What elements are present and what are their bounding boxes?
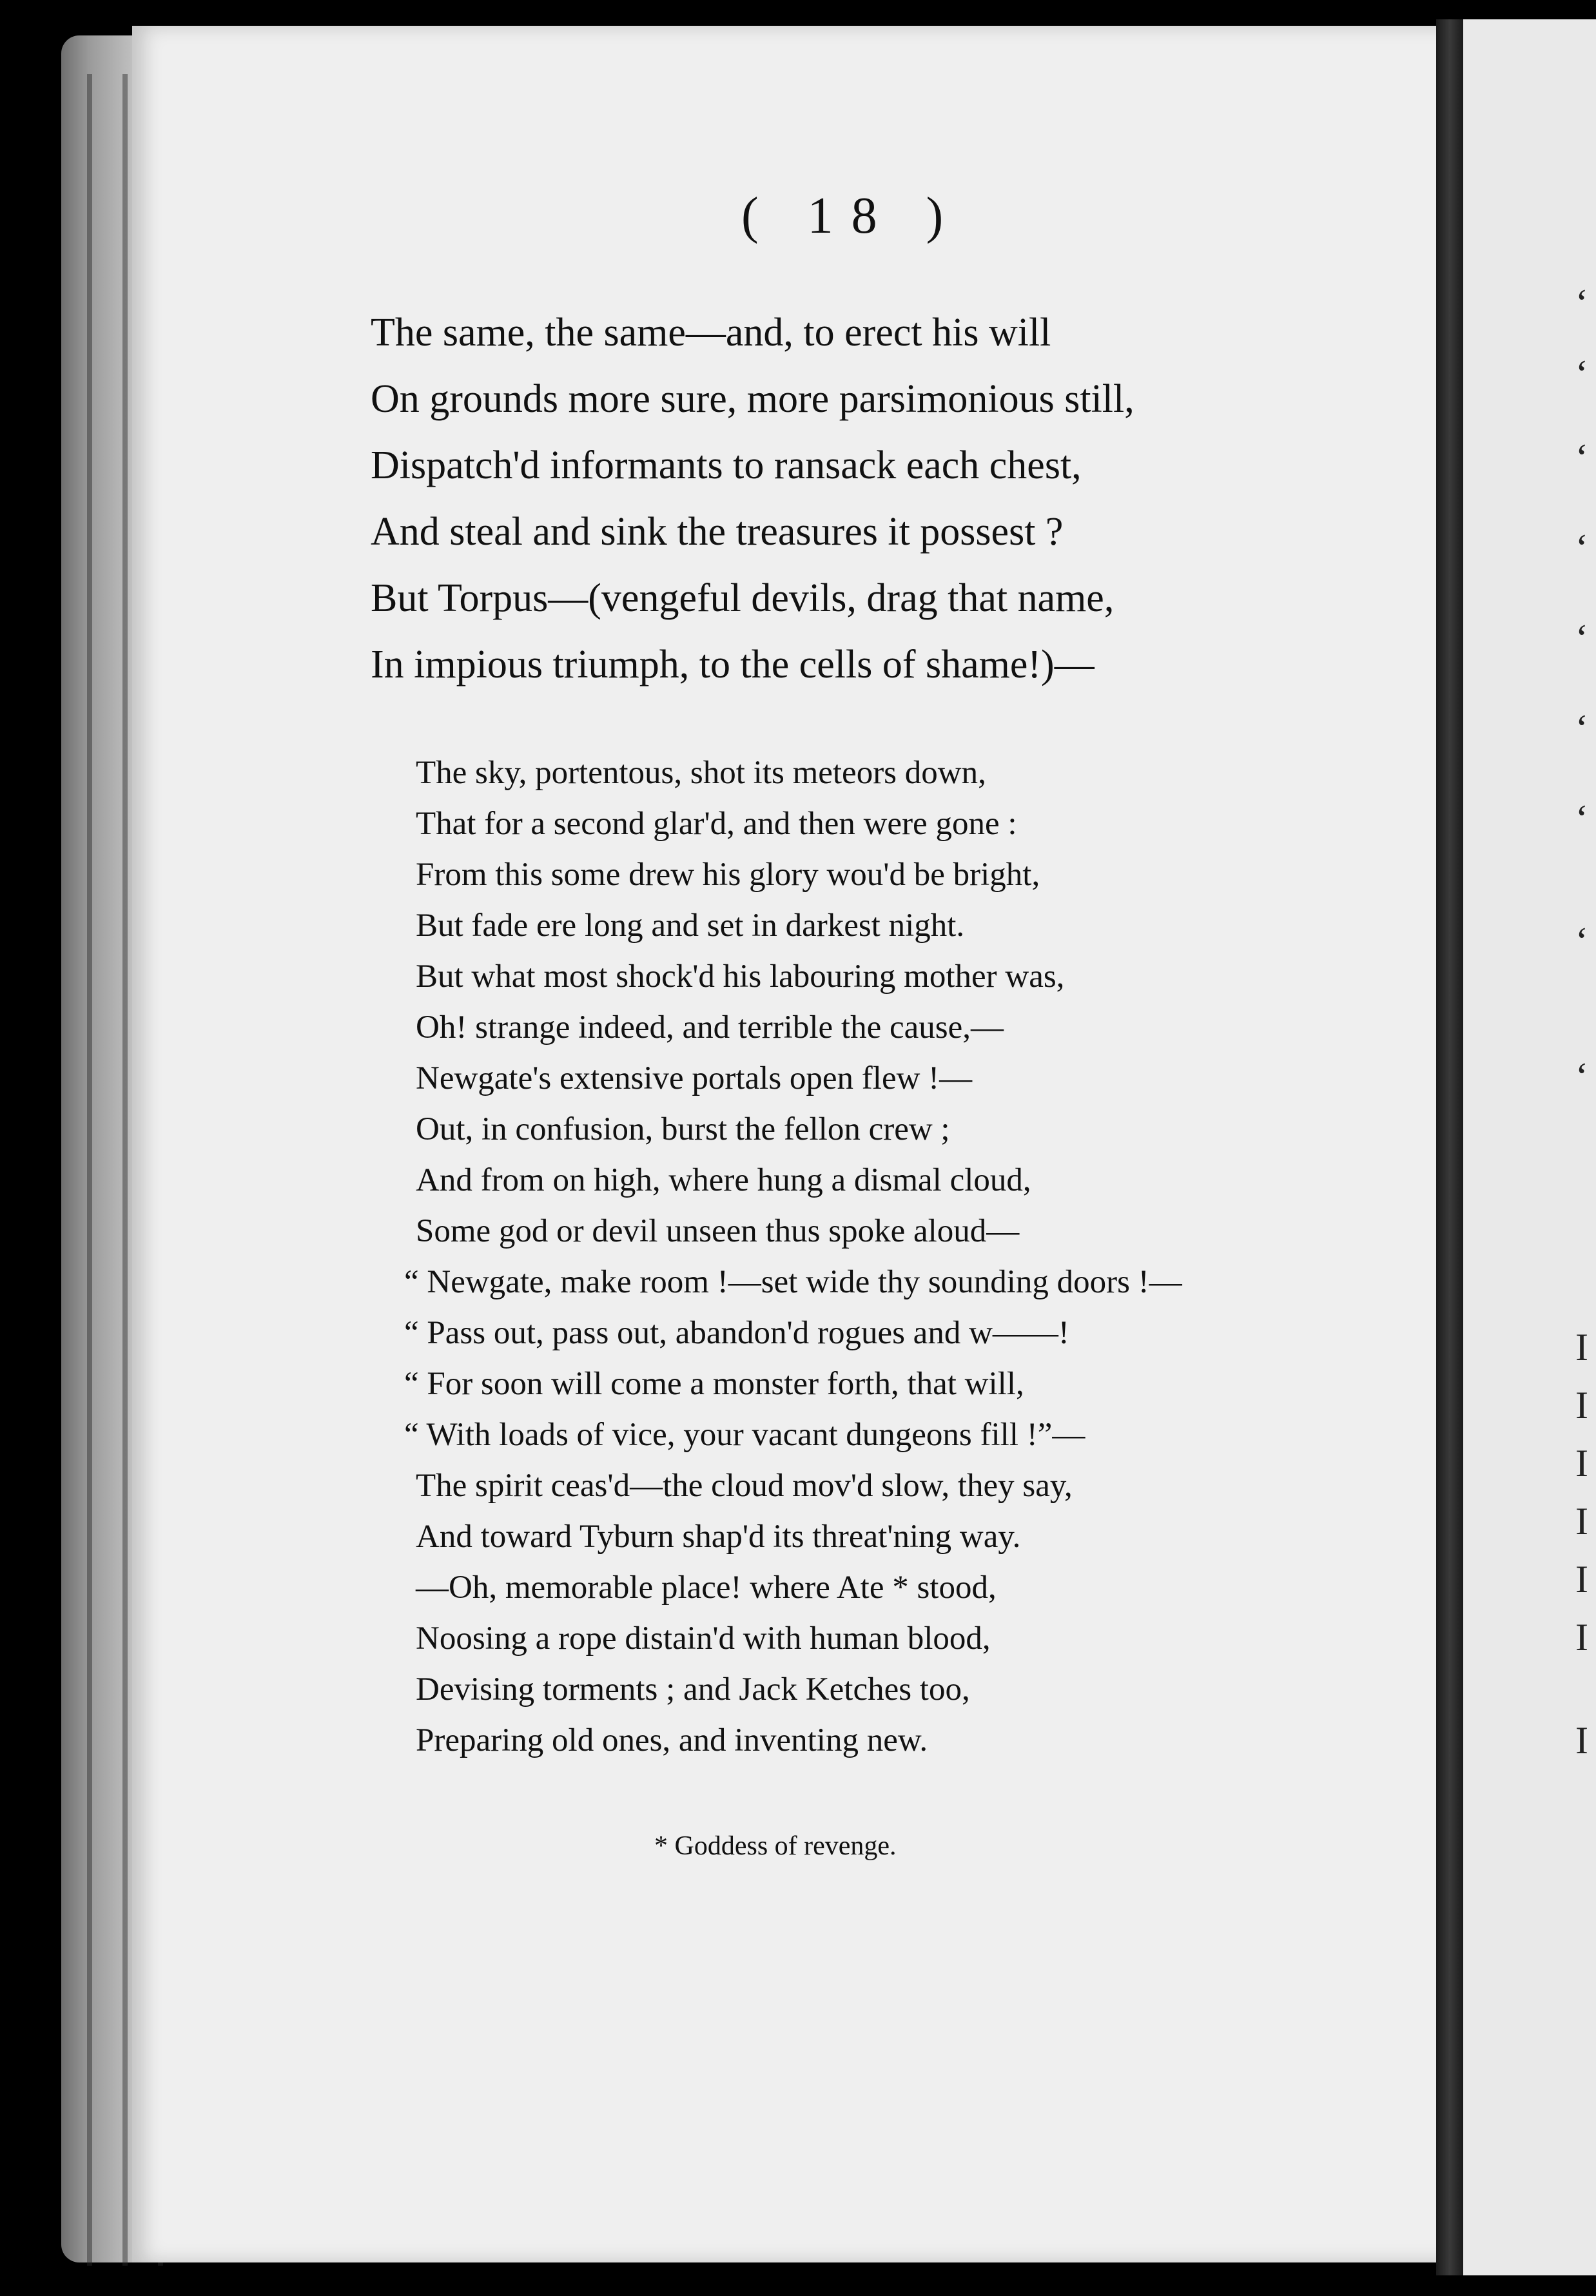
verse-line: But fade ere long and set in darkest night.: [416, 908, 965, 944]
binding-stripe: [87, 74, 92, 2266]
verse-line: The sky, portentous, shot its meteors down,: [416, 755, 986, 791]
verse-line: Preparing old ones, and inventing new.: [416, 1722, 928, 1758]
verse-line: Newgate's extensive portals open flew !—: [416, 1060, 973, 1096]
verse-line: “ With loads of vice, your vacant dungeons fill !”—: [404, 1417, 1085, 1453]
page-number: ( 18 ): [741, 188, 962, 244]
poem-stanza-one: [371, 300, 1134, 698]
verse-line: Some god or devil unseen thus spoke aloud—: [416, 1213, 1020, 1249]
verse-line: On grounds more sure, more parsimonious still,: [371, 377, 1134, 421]
verse-line: The same, the same—and, to erect his will: [371, 311, 1051, 355]
verse-line: But what most shock'd his labouring mother was,: [416, 958, 1065, 995]
verse-line: “ Pass out, pass out, abandon'd rogues and w——!: [404, 1315, 1069, 1351]
verse-line: “ For soon will come a monster forth, that will,: [404, 1366, 1024, 1402]
verse-line: The spirit ceas'd—the cloud mov'd slow, they say,: [416, 1468, 1073, 1504]
verse-line: But Torpus—(vengeful devils, drag that name,: [371, 576, 1114, 620]
verse-line: And steal and sink the treasures it possest ?: [371, 510, 1064, 554]
verse-line: That for a second glar'd, and then were gone :: [416, 806, 1017, 842]
footnote: * Goddess of revenge.: [654, 1831, 897, 1861]
facing-page-text-fragments: ‘ ‘ ‘ ‘ ‘ ‘ ‘ ‘ ‘ I I I I I I I: [1575, 282, 1588, 1762]
verse-line: And toward Tyburn shap'd its threat'ning way.: [416, 1519, 1021, 1555]
binding-stripe: [122, 74, 128, 2266]
verse-line: Noosing a rope distain'd with human blood,: [416, 1620, 991, 1657]
verse-line: “ Newgate, make room !—set wide thy sounding doors !—: [404, 1264, 1182, 1300]
verse-line: In impious triumph, to the cells of shame!)—: [371, 643, 1095, 686]
verse-line: From this some drew his glory wou'd be bright,: [416, 857, 1040, 893]
verse-line: And from on high, where hung a dismal cloud,: [416, 1162, 1031, 1198]
verse-line: Dispatch'd informants to ransack each chest,: [371, 443, 1082, 487]
verse-line: Devising torments ; and Jack Ketches too,: [416, 1671, 970, 1707]
verse-line: Oh! strange indeed, and terrible the cause,—: [416, 1009, 1004, 1046]
page-gutter: [1436, 19, 1463, 2275]
poem-stanza-two: [404, 748, 1194, 1766]
verse-line: —Oh, memorable place! where Ate * stood,: [416, 1570, 997, 1606]
verse-line: Out, in confusion, burst the fellon crew ;: [416, 1111, 950, 1147]
